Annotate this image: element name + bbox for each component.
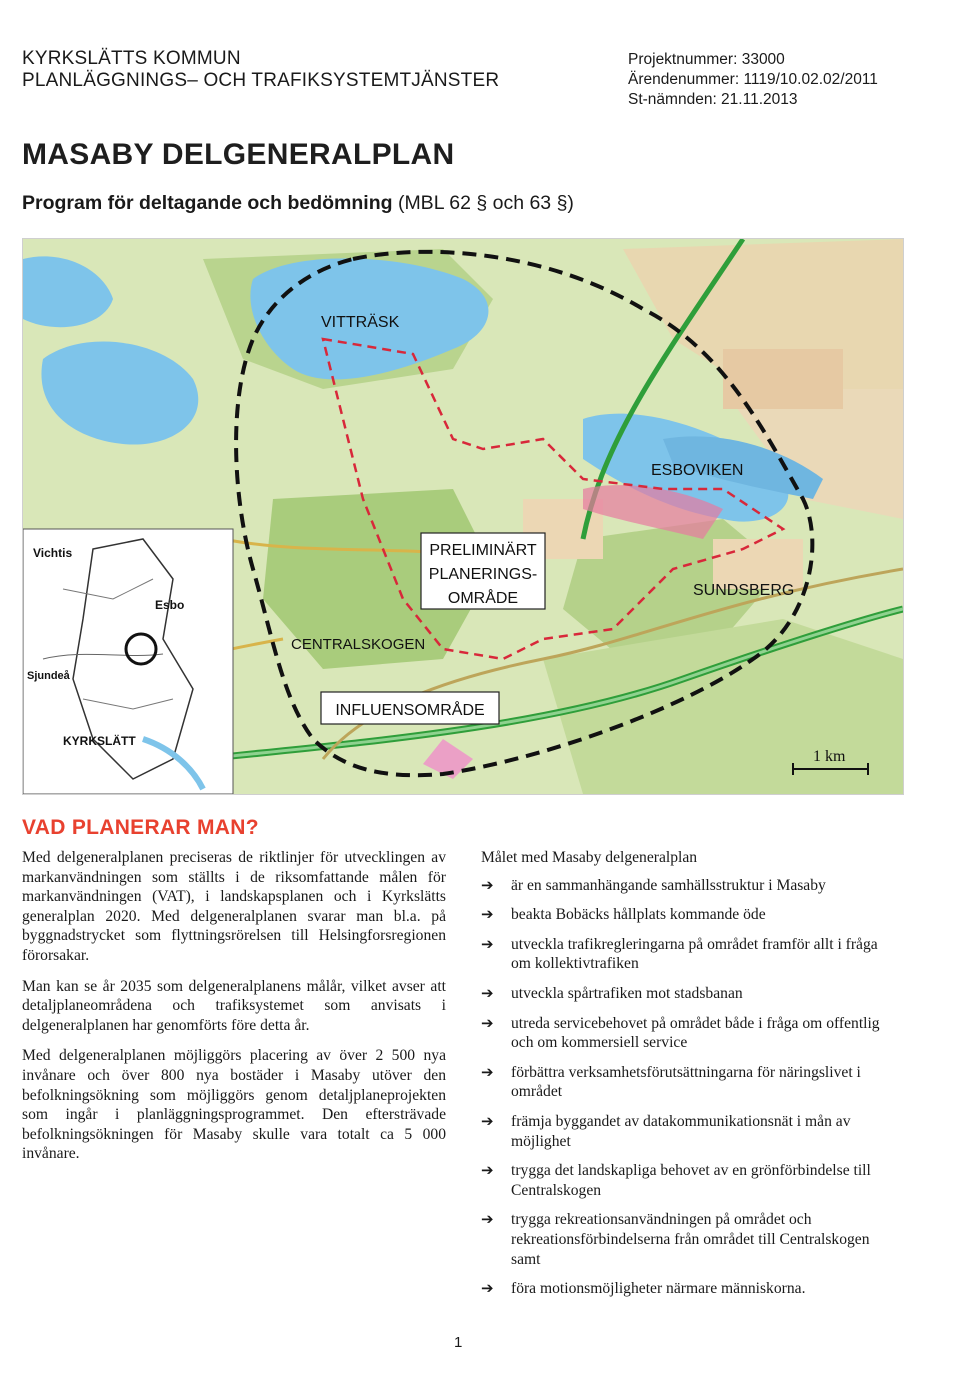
label-influence-area: INFLUENSOMRÅDE [335,702,485,719]
goal-item [481,876,901,896]
inset-label-kyrkslatt: KYRKSLÄTT [63,734,136,748]
org-line-1: KYRKSLÄTTS KOMMUN [22,48,241,69]
area-map [22,238,904,795]
label-sundsberg: SUNDSBERG [693,582,795,599]
goal-item [481,1014,901,1053]
goal-text: är en sammanhängande samhällsstruktur i Masaby [511,876,826,894]
label-planning-area-2: PLANERINGS- [428,566,538,583]
goal-text: trygga rekreationsanvändningen på området och rekreationsförbindelserna från området till Centralskogen samt [511,1211,870,1268]
goal-item [481,935,901,974]
goal-text: främja byggandet av datakommunikationsnät i mån av möjlighet [511,1112,851,1150]
inset-map [23,529,233,794]
arrow-icon: ➔ [481,905,494,924]
label-scale: 1 km [813,748,846,765]
label-esboviken: ESBOVIKEN [651,462,744,479]
goal-text: föra motionsmöjligheter närmare människorna. [511,1280,806,1298]
board-date: St-nämnden: 21.11.2013 [628,91,798,108]
goal-item [481,984,901,1004]
goal-text: utveckla trafikregleringarna på området framför allt i fråga om kollektivtrafiken [511,935,878,973]
arrow-icon: ➔ [481,1279,494,1298]
goal-text: beakta Bobäcks hållplats kommande öde [511,906,766,924]
goal-text: utveckla spårtrafiken mot stadsbanan [511,984,743,1002]
goal-text: trygga det landskapliga behovet av en grönförbindelse till Centralskogen [511,1162,871,1199]
case-number: Ärendenummer: 1119/10.02.02/2011 [628,71,878,88]
arrow-icon: ➔ [481,1062,494,1081]
inset-label-vichtis: Vichtis [33,546,73,560]
arrow-icon: ➔ [481,1013,494,1032]
goals-column [481,848,901,1309]
paragraph-3: Med delgeneralplanen möjliggörs placering av över 2 500 nya invånare och över 800 nya bostäder i Masaby utöver den befolkningsökning som möjliggörs genom detaljplaneprojekten som ingår i planläggningsprogrammet. Den eftersträvade befolkningsökningen för Masaby skulle vara totalt ca 5 000 invånare. [22,1047,446,1163]
subtitle-rest: (MBL 62 § och 63 §) [392,192,574,214]
subtitle-bold: Program för deltagande och bedömning [22,192,393,214]
goal-item [481,905,901,925]
label-centralskogen: CENTRALSKOGEN [291,636,426,653]
section-heading: VAD PLANERAR MAN? [22,816,259,839]
goal-text: utreda servicebehovet på området både i fråga om offentlig och om kommersiell service [511,1014,880,1052]
arrow-icon: ➔ [481,983,494,1002]
goal-item [481,1161,901,1200]
goals-list [481,876,901,1299]
arrow-icon: ➔ [481,1161,494,1180]
description-column [22,848,446,1175]
paragraph-2: Man kan se år 2035 som delgeneralplanens målår, vilket avser att detaljplaneområdena och trafiksystemet som anvisats i delgeneralplanen har genomförts före detta år. [22,977,446,1034]
organization-header [22,48,499,92]
inset-label-sjundea: Sjundeå [27,670,70,682]
arrow-icon: ➔ [481,875,494,894]
arrow-icon: ➔ [481,1210,494,1229]
page-number: 1 [454,1334,463,1351]
arrow-icon: ➔ [481,934,494,953]
page-title: MASABY DELGENERALPLAN [22,138,455,171]
goals-intro: Målet med Masaby delgeneralplan [481,849,698,866]
arrow-icon: ➔ [481,1111,494,1130]
label-planning-area-1: PRELIMINÄRT [429,542,537,559]
goal-item [481,1063,901,1102]
goal-item [481,1112,901,1151]
project-number: Projektnummer: 33000 [628,51,785,68]
label-planning-area-3: OMRÅDE [447,590,519,607]
case-info [628,50,878,110]
paragraph-1: Med delgeneralplanen preciseras de riktlinjer för utvecklingen av markanvändningen som ställts i de riksomfattande målen för markanvändningen (VAT), i landskapsplanen och i Kyrkslätts generalplan 2020. Med delgeneralplanen svarar man bl.a. på byggnadstrycket som flyttningsrörelsen till Helsingforsregionen förorsakar. [22,849,446,964]
goal-item [481,1210,901,1269]
org-line-2: PLANLÄGGNINGS– OCH TRAFIKSYSTEMTJÄNSTER [22,70,500,91]
label-vittrask: VITTRÄSK [321,314,400,331]
inset-label-esbo: Esbo [155,598,185,612]
page-subtitle [22,192,574,215]
goal-item [481,1279,901,1299]
goal-text: förbättra verksamhetsförutsättningarna för näringslivet i området [511,1063,861,1101]
